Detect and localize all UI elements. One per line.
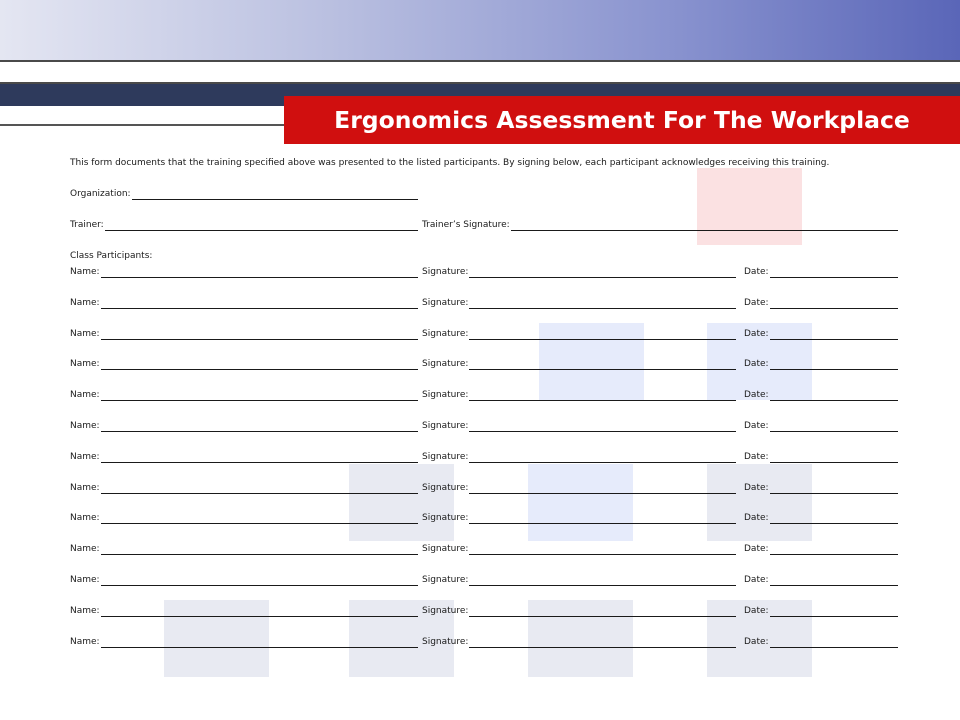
participant-signature-input-line[interactable] xyxy=(469,390,736,401)
organization-input-line[interactable] xyxy=(132,189,418,200)
participant-signature-field[interactable] xyxy=(422,574,736,586)
participant-signature-label: Signature: xyxy=(422,421,469,431)
participant-date-field[interactable] xyxy=(744,574,898,586)
participant-date-input-line[interactable] xyxy=(770,359,898,370)
participant-name-input-line[interactable] xyxy=(101,544,418,555)
trainer-input-line[interactable] xyxy=(105,220,418,231)
participant-date-input-line[interactable] xyxy=(770,606,898,617)
participant-date-label: Date: xyxy=(744,452,769,462)
participant-date-input-line[interactable] xyxy=(770,421,898,432)
participant-date-field[interactable] xyxy=(744,297,898,309)
participant-signature-field[interactable] xyxy=(422,297,736,309)
participant-date-field[interactable] xyxy=(744,266,898,278)
trainer-field[interactable] xyxy=(70,219,418,231)
participant-signature-field[interactable] xyxy=(422,328,736,340)
participant-date-input-line[interactable] xyxy=(770,513,898,524)
participant-date-input-line[interactable] xyxy=(770,298,898,309)
participant-signature-field[interactable] xyxy=(422,451,736,463)
participant-name-field[interactable] xyxy=(70,636,418,648)
participant-name-field[interactable] xyxy=(70,328,418,340)
participant-signature-input-line[interactable] xyxy=(469,513,736,524)
participant-date-field[interactable] xyxy=(744,389,898,401)
participant-signature-field[interactable] xyxy=(422,605,736,617)
participant-signature-label: Signature: xyxy=(422,637,469,647)
participant-date-label: Date: xyxy=(744,359,769,369)
participant-name-label: Name: xyxy=(70,544,100,554)
participant-date-label: Date: xyxy=(744,606,769,616)
participant-name-field[interactable] xyxy=(70,574,418,586)
participant-name-label: Name: xyxy=(70,359,100,369)
trainer-label: Trainer: xyxy=(70,220,104,230)
participant-name-label: Name: xyxy=(70,637,100,647)
trainer-signature-field[interactable] xyxy=(422,219,898,231)
participant-signature-input-line[interactable] xyxy=(469,298,736,309)
participant-signature-input-line[interactable] xyxy=(469,575,736,586)
participant-date-field[interactable] xyxy=(744,543,898,555)
trainer-signature-input-line[interactable] xyxy=(511,220,898,231)
participant-signature-label: Signature: xyxy=(422,390,469,400)
participant-name-label: Name: xyxy=(70,390,100,400)
participant-name-input-line[interactable] xyxy=(101,390,418,401)
participant-signature-input-line[interactable] xyxy=(469,329,736,340)
participant-name-input-line[interactable] xyxy=(101,637,418,648)
participant-name-field[interactable] xyxy=(70,297,418,309)
participant-signature-field[interactable] xyxy=(422,512,736,524)
participant-name-input-line[interactable] xyxy=(101,513,418,524)
participant-date-input-line[interactable] xyxy=(770,452,898,463)
participant-signature-input-line[interactable] xyxy=(469,421,736,432)
participant-signature-input-line[interactable] xyxy=(469,267,736,278)
participant-signature-field[interactable] xyxy=(422,358,736,370)
participant-name-label: Name: xyxy=(70,483,100,493)
participant-date-label: Date: xyxy=(744,513,769,523)
participant-name-label: Name: xyxy=(70,452,100,462)
participant-name-label: Name: xyxy=(70,421,100,431)
participant-date-input-line[interactable] xyxy=(770,390,898,401)
participant-date-input-line[interactable] xyxy=(770,483,898,494)
participant-date-field[interactable] xyxy=(744,358,898,370)
participant-date-label: Date: xyxy=(744,637,769,647)
participant-name-input-line[interactable] xyxy=(101,267,418,278)
participant-name-input-line[interactable] xyxy=(101,329,418,340)
participant-signature-label: Signature: xyxy=(422,329,469,339)
participant-signature-input-line[interactable] xyxy=(469,606,736,617)
participant-date-field[interactable] xyxy=(744,451,898,463)
trainer-signature-label: Trainer’s Signature: xyxy=(422,220,510,230)
participant-date-field[interactable] xyxy=(744,482,898,494)
participant-signature-label: Signature: xyxy=(422,575,469,585)
participant-date-input-line[interactable] xyxy=(770,575,898,586)
participant-name-label: Name: xyxy=(70,513,100,523)
participant-date-label: Date: xyxy=(744,267,769,277)
participant-name-input-line[interactable] xyxy=(101,606,418,617)
participant-date-label: Date: xyxy=(744,390,769,400)
participant-signature-label: Signature: xyxy=(422,298,469,308)
participant-date-label: Date: xyxy=(744,329,769,339)
participant-signature-input-line[interactable] xyxy=(469,637,736,648)
participant-signature-field[interactable] xyxy=(422,389,736,401)
participant-signature-input-line[interactable] xyxy=(469,544,736,555)
participant-signature-label: Signature: xyxy=(422,452,469,462)
participant-signature-label: Signature: xyxy=(422,267,469,277)
participant-date-input-line[interactable] xyxy=(770,544,898,555)
participant-signature-label: Signature: xyxy=(422,513,469,523)
participant-signature-field[interactable] xyxy=(422,420,736,432)
participant-signature-field[interactable] xyxy=(422,266,736,278)
participant-name-label: Name: xyxy=(70,298,100,308)
participant-name-input-line[interactable] xyxy=(101,575,418,586)
participant-name-field[interactable] xyxy=(70,389,418,401)
participant-signature-field[interactable] xyxy=(422,636,736,648)
participant-signature-input-line[interactable] xyxy=(469,452,736,463)
participant-name-label: Name: xyxy=(70,606,100,616)
participant-name-input-line[interactable] xyxy=(101,359,418,370)
participant-name-field[interactable] xyxy=(70,266,418,278)
participant-date-label: Date: xyxy=(744,544,769,554)
participant-name-field[interactable] xyxy=(70,543,418,555)
participant-signature-input-line[interactable] xyxy=(469,483,736,494)
participant-name-input-line[interactable] xyxy=(101,483,418,494)
participant-signature-input-line[interactable] xyxy=(469,359,736,370)
class-participants-label: Class Participants: xyxy=(70,251,153,261)
participant-name-field[interactable] xyxy=(70,420,418,432)
participant-date-field[interactable] xyxy=(744,636,898,648)
participant-name-label: Name: xyxy=(70,267,100,277)
participant-date-input-line[interactable] xyxy=(770,329,898,340)
participant-date-input-line[interactable] xyxy=(770,267,898,278)
participant-name-label: Name: xyxy=(70,329,100,339)
page-title: Ergonomics Assessment For The Workplace xyxy=(334,106,910,134)
participant-name-input-line[interactable] xyxy=(101,298,418,309)
organization-field[interactable] xyxy=(70,188,418,200)
participant-date-field[interactable] xyxy=(744,420,898,432)
participant-date-label: Date: xyxy=(744,421,769,431)
participant-date-label: Date: xyxy=(744,298,769,308)
organization-label: Organization: xyxy=(70,189,131,199)
participant-name-input-line[interactable] xyxy=(101,452,418,463)
participant-signature-label: Signature: xyxy=(422,606,469,616)
participant-name-field[interactable] xyxy=(70,451,418,463)
participant-name-field[interactable] xyxy=(70,605,418,617)
participant-name-field[interactable] xyxy=(70,512,418,524)
participant-name-input-line[interactable] xyxy=(101,421,418,432)
participant-date-field[interactable] xyxy=(744,512,898,524)
participant-name-field[interactable] xyxy=(70,482,418,494)
form-intro-text: This form documents that the training specified above was presented to the listed participants. By signing below, each participant acknowledges receiving this training. xyxy=(70,158,830,168)
participant-date-field[interactable] xyxy=(744,605,898,617)
participant-date-label: Date: xyxy=(744,575,769,585)
participant-signature-label: Signature: xyxy=(422,359,469,369)
participant-name-label: Name: xyxy=(70,575,100,585)
participant-name-field[interactable] xyxy=(70,358,418,370)
participant-signature-label: Signature: xyxy=(422,483,469,493)
participant-date-field[interactable] xyxy=(744,328,898,340)
participant-signature-label: Signature: xyxy=(422,544,469,554)
participant-signature-field[interactable] xyxy=(422,543,736,555)
participant-signature-field[interactable] xyxy=(422,482,736,494)
participant-date-label: Date: xyxy=(744,483,769,493)
participant-date-input-line[interactable] xyxy=(770,637,898,648)
